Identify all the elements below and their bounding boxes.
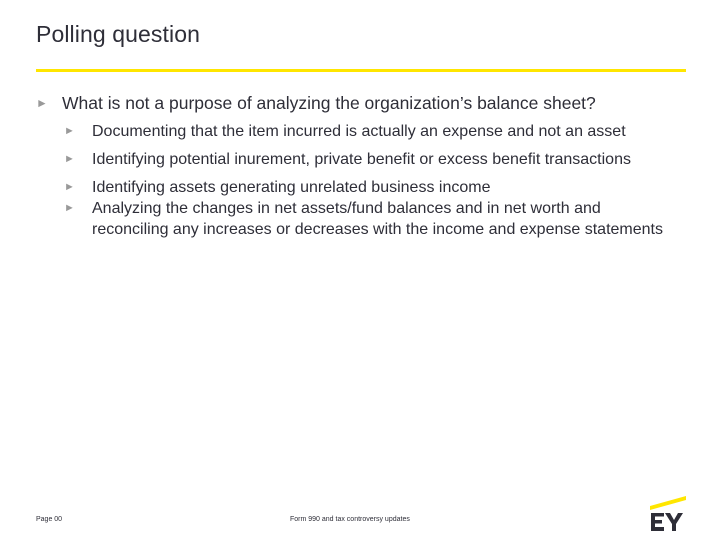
footer-title: Form 990 and tax controversy updates xyxy=(290,516,410,523)
bullet-arrow-icon: ► xyxy=(64,125,75,137)
answer-text: Documenting that the item incurred is actually an expense and not an asset xyxy=(92,123,626,140)
ey-logo-icon xyxy=(650,496,686,532)
answer-item xyxy=(64,177,674,198)
bullet-arrow-icon: ► xyxy=(36,96,48,110)
answer-text: Identifying assets generating unrelated business income xyxy=(92,179,491,196)
answer-text: Analyzing the changes in net assets/fund balances and in net worth and reconciling any increases or decreases with the income and expense statements xyxy=(92,200,663,238)
answer-item xyxy=(64,198,674,240)
answer-item xyxy=(64,121,674,142)
answer-item xyxy=(64,149,674,170)
bullet-arrow-icon: ► xyxy=(64,153,75,165)
question-text: What is not a purpose of analyzing the organization’s balance sheet? xyxy=(62,93,596,113)
page-number: Page 00 xyxy=(36,516,63,523)
answer-text: Identifying potential inurement, private benefit or excess benefit transactions xyxy=(92,151,631,168)
bullet-arrow-icon: ► xyxy=(64,181,75,193)
bullet-arrow-icon: ► xyxy=(64,202,75,214)
title-underline xyxy=(36,69,686,72)
question-item xyxy=(36,92,686,114)
slide-title: Polling question xyxy=(36,21,200,47)
answer-list xyxy=(64,121,674,247)
